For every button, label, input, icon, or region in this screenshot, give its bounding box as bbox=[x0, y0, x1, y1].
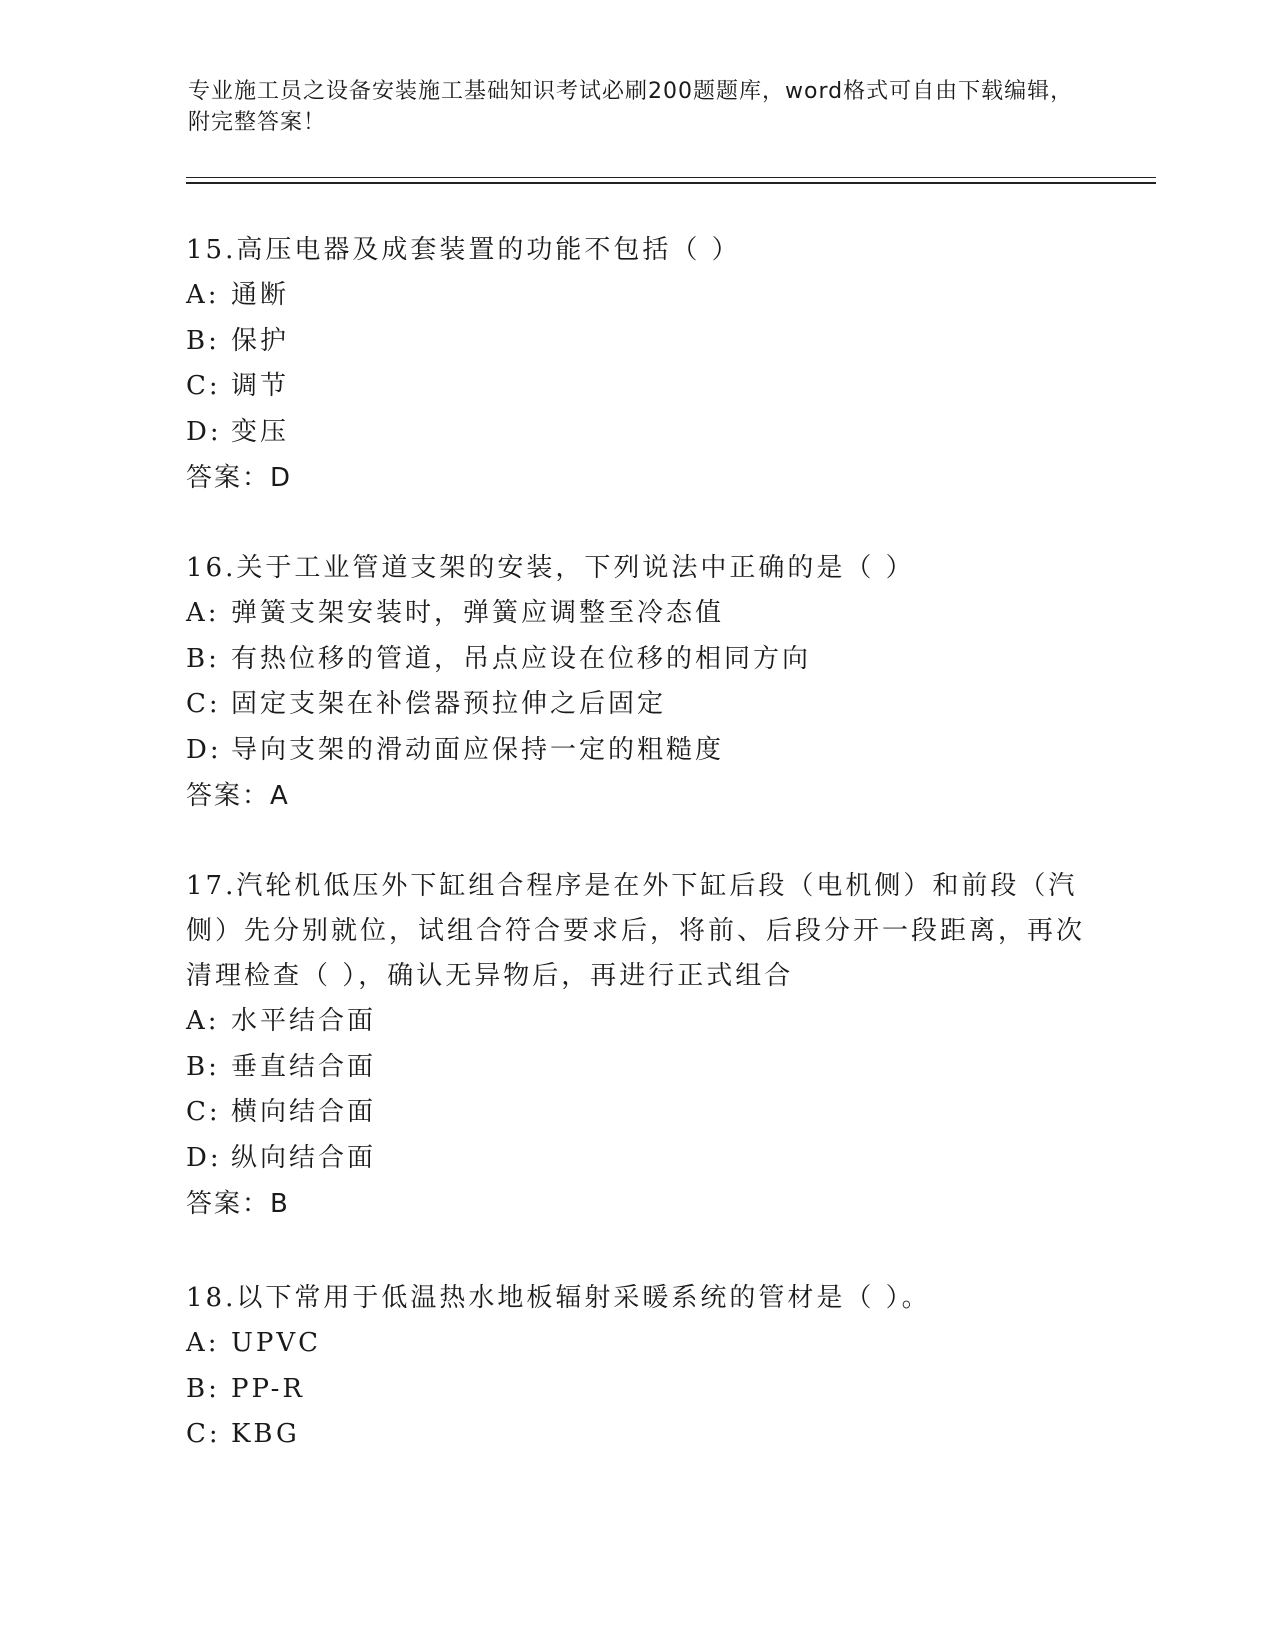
option-letter: A: bbox=[186, 1006, 220, 1036]
option-text: 导向支架的滑动面应保持一定的粗糙度 bbox=[231, 734, 725, 765]
option-a bbox=[186, 591, 1086, 637]
question-stem: 15.高压电器及成套装置的功能不包括（ ） bbox=[186, 235, 741, 265]
option-letter: C: bbox=[186, 1419, 221, 1449]
option-text: 保护 bbox=[231, 325, 290, 356]
option-d bbox=[186, 410, 1086, 456]
option-a bbox=[186, 999, 1086, 1045]
option-letter: C: bbox=[186, 1097, 221, 1127]
option-c bbox=[186, 682, 1086, 728]
option-c bbox=[186, 364, 1086, 410]
answer-label: 答案：B bbox=[186, 1189, 290, 1219]
option-text: 调节 bbox=[231, 371, 290, 401]
option-b bbox=[186, 1045, 1086, 1091]
option-letter: C: bbox=[186, 371, 221, 401]
option-text: PP-R bbox=[231, 1373, 305, 1404]
option-text: 有热位移的管道，吊点应设在位移的相同方向 bbox=[231, 643, 812, 674]
option-letter: B: bbox=[186, 1051, 220, 1082]
document-header: 专业施工员之设备安装施工基础知识考试必刷200题题库，word格式可自由下载编辑，附完整答案！ bbox=[188, 79, 1074, 135]
answer-label: 答案：A bbox=[186, 781, 290, 811]
option-a bbox=[186, 1321, 1086, 1367]
question-17 bbox=[186, 864, 1086, 1227]
option-letter: D: bbox=[186, 734, 222, 765]
option-letter: B: bbox=[186, 643, 220, 674]
question-15 bbox=[186, 228, 1086, 501]
option-text: 水平结合面 bbox=[231, 1006, 377, 1036]
answer-label: 答案：D bbox=[186, 463, 293, 493]
option-letter: A: bbox=[186, 1328, 220, 1358]
option-text: 横向结合面 bbox=[231, 1097, 377, 1127]
question-stem: 16.关于工业管道支架的安装，下列说法中正确的是（ ） bbox=[186, 553, 915, 583]
option-d bbox=[186, 1136, 1086, 1182]
header-divider bbox=[186, 177, 1156, 184]
option-letter: C: bbox=[186, 689, 221, 719]
option-text: 固定支架在补偿器预拉伸之后固定 bbox=[231, 689, 667, 719]
option-b bbox=[186, 637, 1086, 683]
option-letter: A: bbox=[186, 598, 220, 628]
option-b bbox=[186, 1367, 1086, 1413]
option-letter: D: bbox=[186, 1142, 222, 1173]
option-letter: B: bbox=[186, 325, 220, 356]
option-c bbox=[186, 1412, 1086, 1458]
option-text: 变压 bbox=[231, 416, 290, 447]
question-stem: 18.以下常用于低温热水地板辐射采暖系统的管材是（ ）。 bbox=[186, 1283, 931, 1313]
question-16 bbox=[186, 546, 1086, 819]
option-letter: A: bbox=[186, 280, 220, 310]
option-text: 通断 bbox=[231, 280, 290, 310]
option-b bbox=[186, 319, 1086, 365]
option-text: 弹簧支架安装时，弹簧应调整至冷态值 bbox=[231, 598, 725, 628]
option-letter: B: bbox=[186, 1373, 220, 1404]
option-text: 纵向结合面 bbox=[231, 1142, 377, 1173]
question-18 bbox=[186, 1276, 1086, 1458]
option-a bbox=[186, 273, 1086, 319]
option-text: UPVC bbox=[231, 1328, 322, 1358]
option-text: 垂直结合面 bbox=[231, 1051, 377, 1082]
question-stem: 17.汽轮机低压外下缸组合程序是在外下缸后段（电机侧）和前段（汽侧）先分别就位，试组合符合要求后，将前、后段分开一段距离，再次清理检查（ ），确认无异物后，再进行正式组合 bbox=[186, 871, 1086, 991]
option-text: KBG bbox=[231, 1419, 300, 1449]
option-c bbox=[186, 1090, 1086, 1136]
option-letter: D: bbox=[186, 416, 222, 447]
option-d bbox=[186, 728, 1086, 774]
